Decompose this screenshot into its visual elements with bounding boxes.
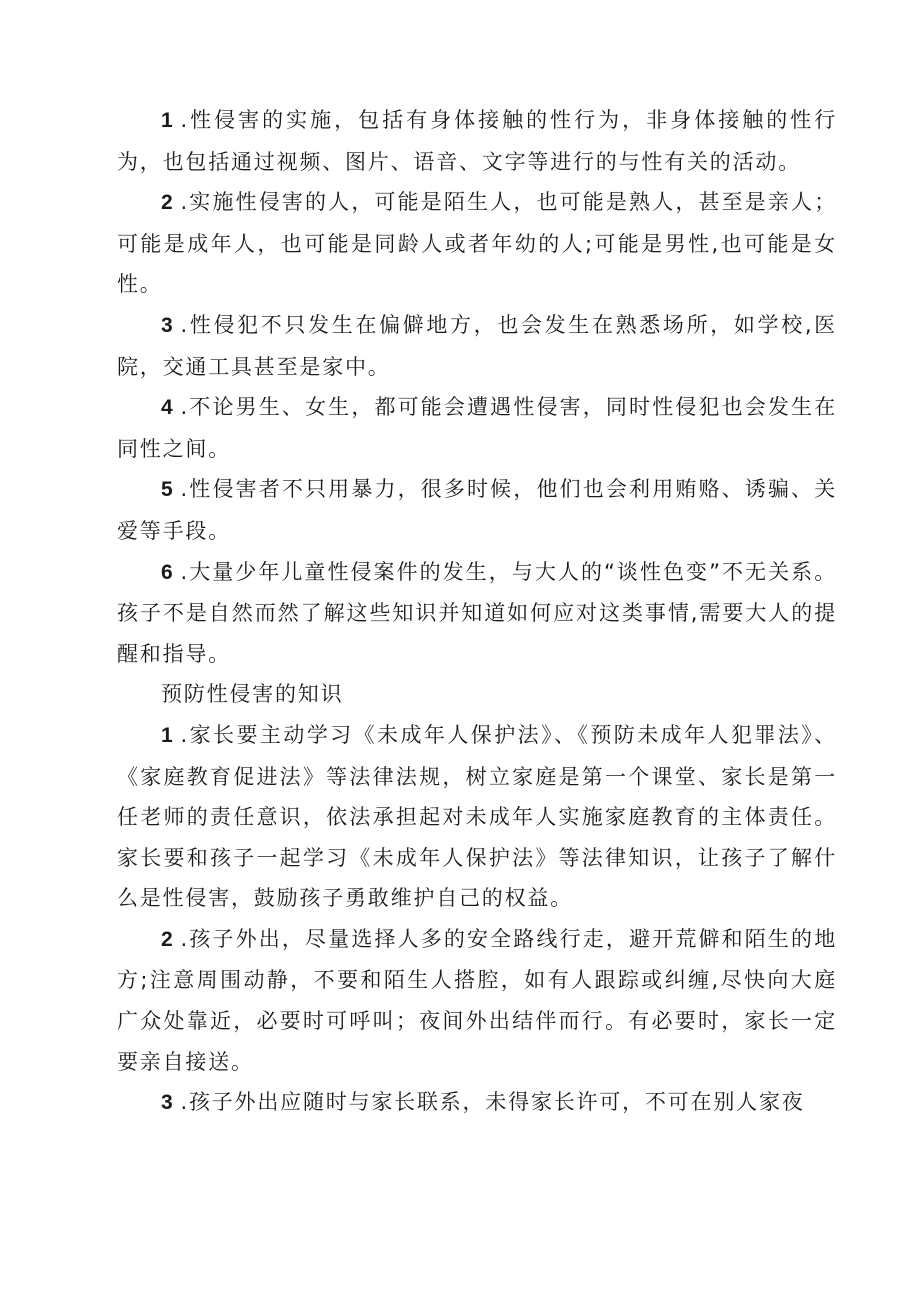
item-number: 2 — [161, 927, 175, 951]
paragraph-9 — [117, 1082, 837, 1124]
paragraph-2 — [117, 182, 837, 305]
section-heading: 预防性侵害的知识 — [161, 682, 344, 707]
paragraph-text: .孩子外出，尽量选择人多的安全路线行走，避开荒僻和陌生的地方;注意周围动静，不要和陌生人搭腔，如有人跟踪或纠缠,尽快向大庭广众处靠近，必要时可呼叫；夜间外出结伴而行。有必要时，家长一定要亲自接送。 — [117, 926, 837, 1074]
paragraph-text: .性侵害者不只用暴力，很多时候，他们也会利用贿赂、诱骗、关爱等手段。 — [117, 477, 837, 543]
item-number: 3 — [161, 1091, 175, 1115]
paragraph-4 — [117, 387, 837, 469]
paragraph-text: .性侵害的实施，包括有身体接触的性行为，非身体接触的性行为，也包括通过视频、图片、语音、文字等进行的与性有关的活动。 — [117, 108, 837, 174]
paragraph-8 — [117, 919, 837, 1082]
paragraph-text: .孩子外出应随时与家长联系，未得家长许可，不可在别人家夜 — [180, 1090, 805, 1115]
paragraph-text: .实施性侵害的人，可能是陌生人，也可能是熟人，甚至是亲人；可能是成年人，也可能是同龄人或者年幼的人;可能是男性,也可能是女性。 — [117, 190, 837, 297]
paragraph-text: .家长要主动学习《未成年人保护法》、《预防未成年人犯罪法》、《家庭教育促进法》等法律法规，树立家庭是第一个课堂、家长是第一任老师的责任意识，依法承担起对未成年人实施家庭教育的主体责任。家长要和孩子一起学习《未成年人保护法》等法律知识，让孩子了解什么是性侵害，鼓励孩子勇敢维护自己的权益。 — [117, 722, 837, 911]
paragraph-5 — [117, 469, 837, 551]
paragraph-3 — [117, 305, 837, 387]
item-number: 1 — [161, 109, 175, 132]
paragraph-6 — [117, 552, 837, 675]
paragraph-7 — [117, 715, 837, 919]
paragraph-text: .不论男生、女生，都可能会遭遇性侵害，同时性侵犯也会发生在同性之间。 — [117, 395, 837, 461]
item-number: 2 — [161, 191, 175, 215]
item-number: 6 — [161, 560, 175, 584]
paragraph-text: .性侵犯不只发生在偏僻地方，也会发生在熟悉场所，如学校,医院，交通工具甚至是家中。 — [117, 312, 837, 379]
document-body — [117, 100, 837, 1124]
item-number: 3 — [161, 313, 175, 337]
item-number: 4 — [161, 396, 175, 420]
paragraph-1 — [117, 100, 837, 182]
item-number: 1 — [161, 723, 175, 747]
item-number: 5 — [161, 478, 175, 502]
paragraph-text: .大量少年儿童性侵案件的发生，与大人的“谈性色变”不无关系。孩子不是自然而然了解这些知识并知道如何应对这类事情,需要大人的提醒和指导。 — [117, 559, 837, 666]
